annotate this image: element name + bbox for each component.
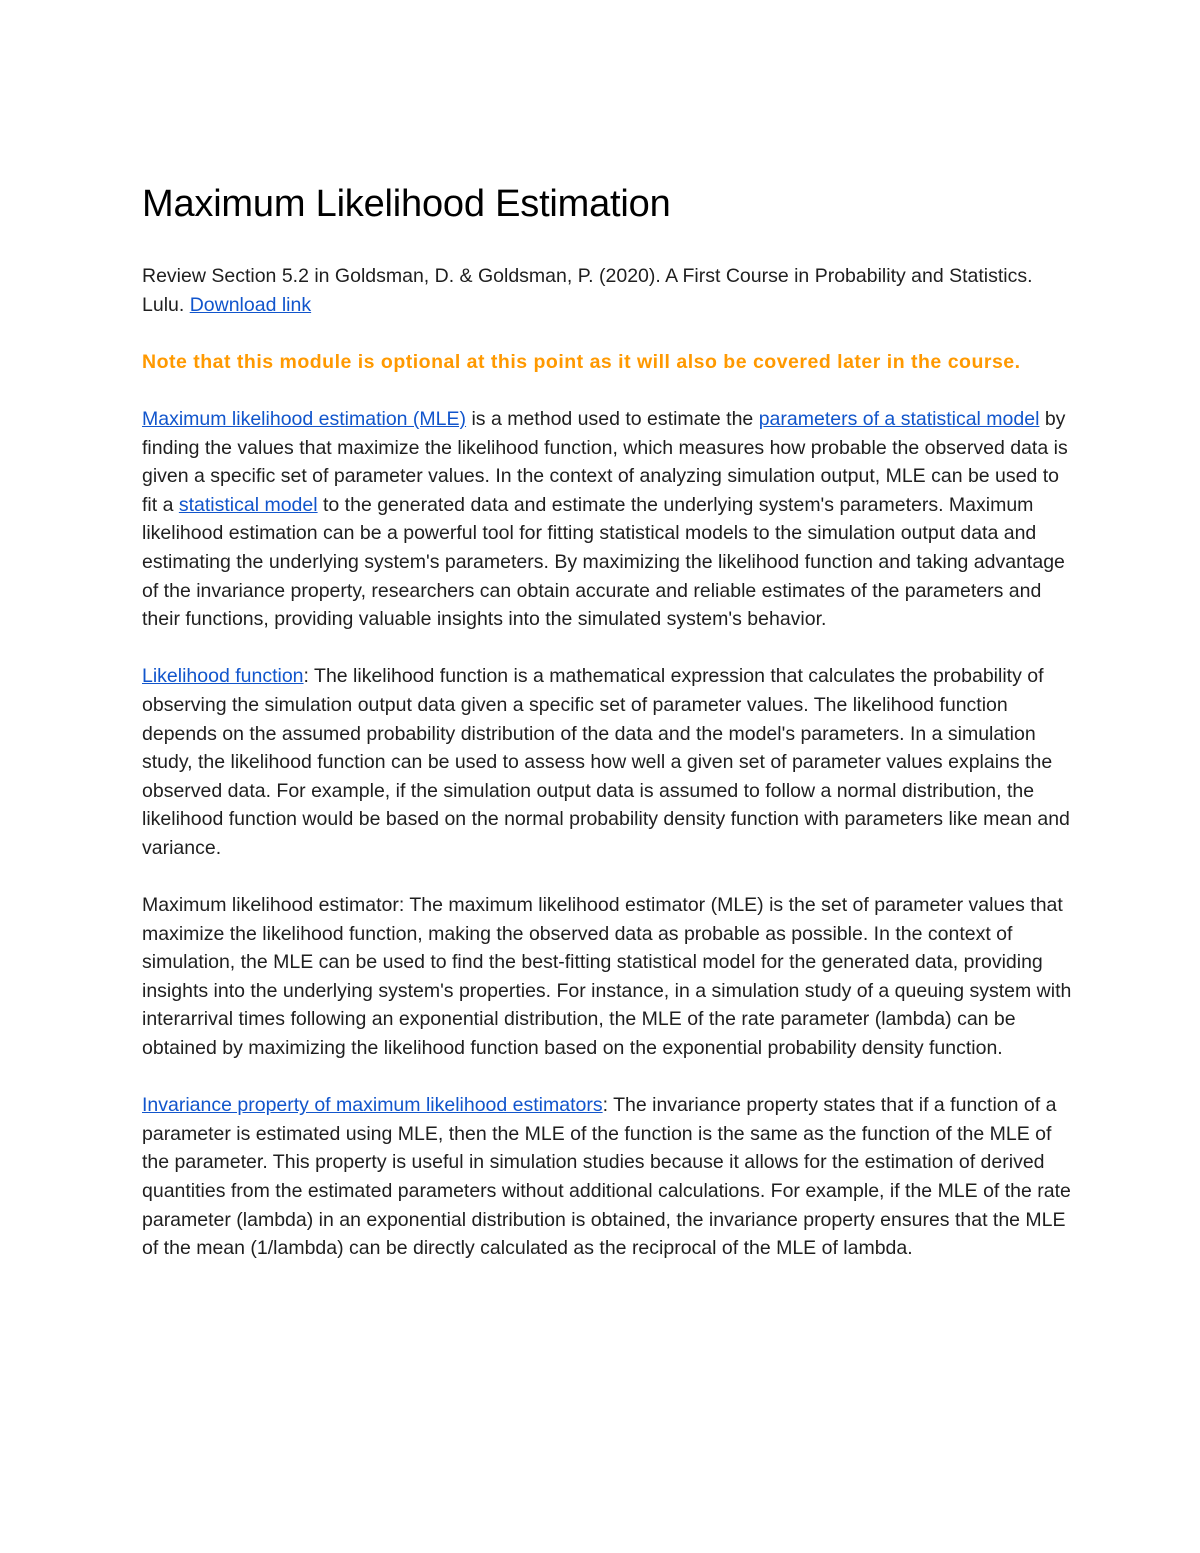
mle-link[interactable]: Maximum likelihood estimation (MLE): [142, 407, 467, 430]
download-link[interactable]: Download link: [189, 293, 312, 316]
invariance-paragraph: [142, 1091, 1072, 1263]
invariance-property-link[interactable]: Invariance property of maximum likelihood estimators: [142, 1094, 603, 1117]
mle-text-3: to the generated data and estimate the underlying system's parameters. Maximum likelihood estimation can be a powerful tool for fitting statistical models to the simulation output data and estimating the underlying system's parameters. By maximizing the likelihood function and taking advantage of the invariance property, researchers can obtain accurate and reliable estimates of the parameters and their functions, providing valuable insights into the simulated system's behavior.: [142, 493, 1065, 631]
review-text: Review Section 5.2 in Goldsman, D. & Goldsman, P. (2020). A First Course in Probability and Statistics. Lulu.: [142, 265, 1033, 316]
optional-module-note: Note that this module is optional at this point as it will also be covered later in the course.: [142, 350, 1021, 373]
estimator-paragraph: Maximum likelihood estimator: The maximum likelihood estimator (MLE) is the set of parameter values that maximize the likelihood function, making the observed data as probable as possible. In the context of simulation, the MLE can be used to find the best-fitting statistical model for the generated data, providing insights into the underlying system's properties. For instance, in a simulation study of a queuing system with interarrival times following an exponential distribution, the MLE of the rate parameter (lambda) can be obtained by maximizing the likelihood function based on the exponential probability density function.: [142, 894, 1072, 1060]
mle-text-1: is a method used to estimate the: [466, 407, 759, 430]
mle-paragraph: [142, 405, 1072, 634]
invariance-text: : The invariance property states that if a function of a parameter is estimated using MLE, then the MLE of the function is the same as the function of the MLE of the parameter. This property is useful in simulation studies because it allows for the estimation of derived quantities from the estimated parameters without additional calculations. For example, if the MLE of the rate parameter (lambda) in an exponential distribution is obtained, the invariance property ensures that the MLE of the mean (1/lambda) can be directly calculated as the reciprocal of the MLE of lambda.: [142, 1094, 1071, 1260]
statistical-model-link[interactable]: statistical model: [178, 493, 318, 516]
page-title: Maximum Likelihood Estimation: [142, 183, 671, 225]
likelihood-function-link[interactable]: Likelihood function: [142, 665, 304, 688]
review-paragraph: [142, 262, 1072, 319]
mle-text-2: by finding the values that maximize the likelihood function, which measures how probable the observed data is given a specific set of parameter values. In the context of analyzing simulation output, MLE can be used to fit a: [142, 407, 1068, 516]
likelihood-paragraph: [142, 662, 1072, 862]
likelihood-text: : The likelihood function is a mathematical expression that calculates the probability of observing the simulation output data given a specific set of parameter values. The likelihood function depends on the assumed probability distribution of the data and the model's parameters. In a simulation study, the likelihood function can be used to assess how well a given set of parameter values explains the observed data. For example, if the simulation output data is assumed to follow a normal distribution, the likelihood function would be based on the normal probability density function with parameters like mean and variance.: [142, 665, 1070, 859]
document-body: [142, 178, 1072, 1291]
parameters-link[interactable]: parameters of a statistical model: [758, 407, 1040, 430]
